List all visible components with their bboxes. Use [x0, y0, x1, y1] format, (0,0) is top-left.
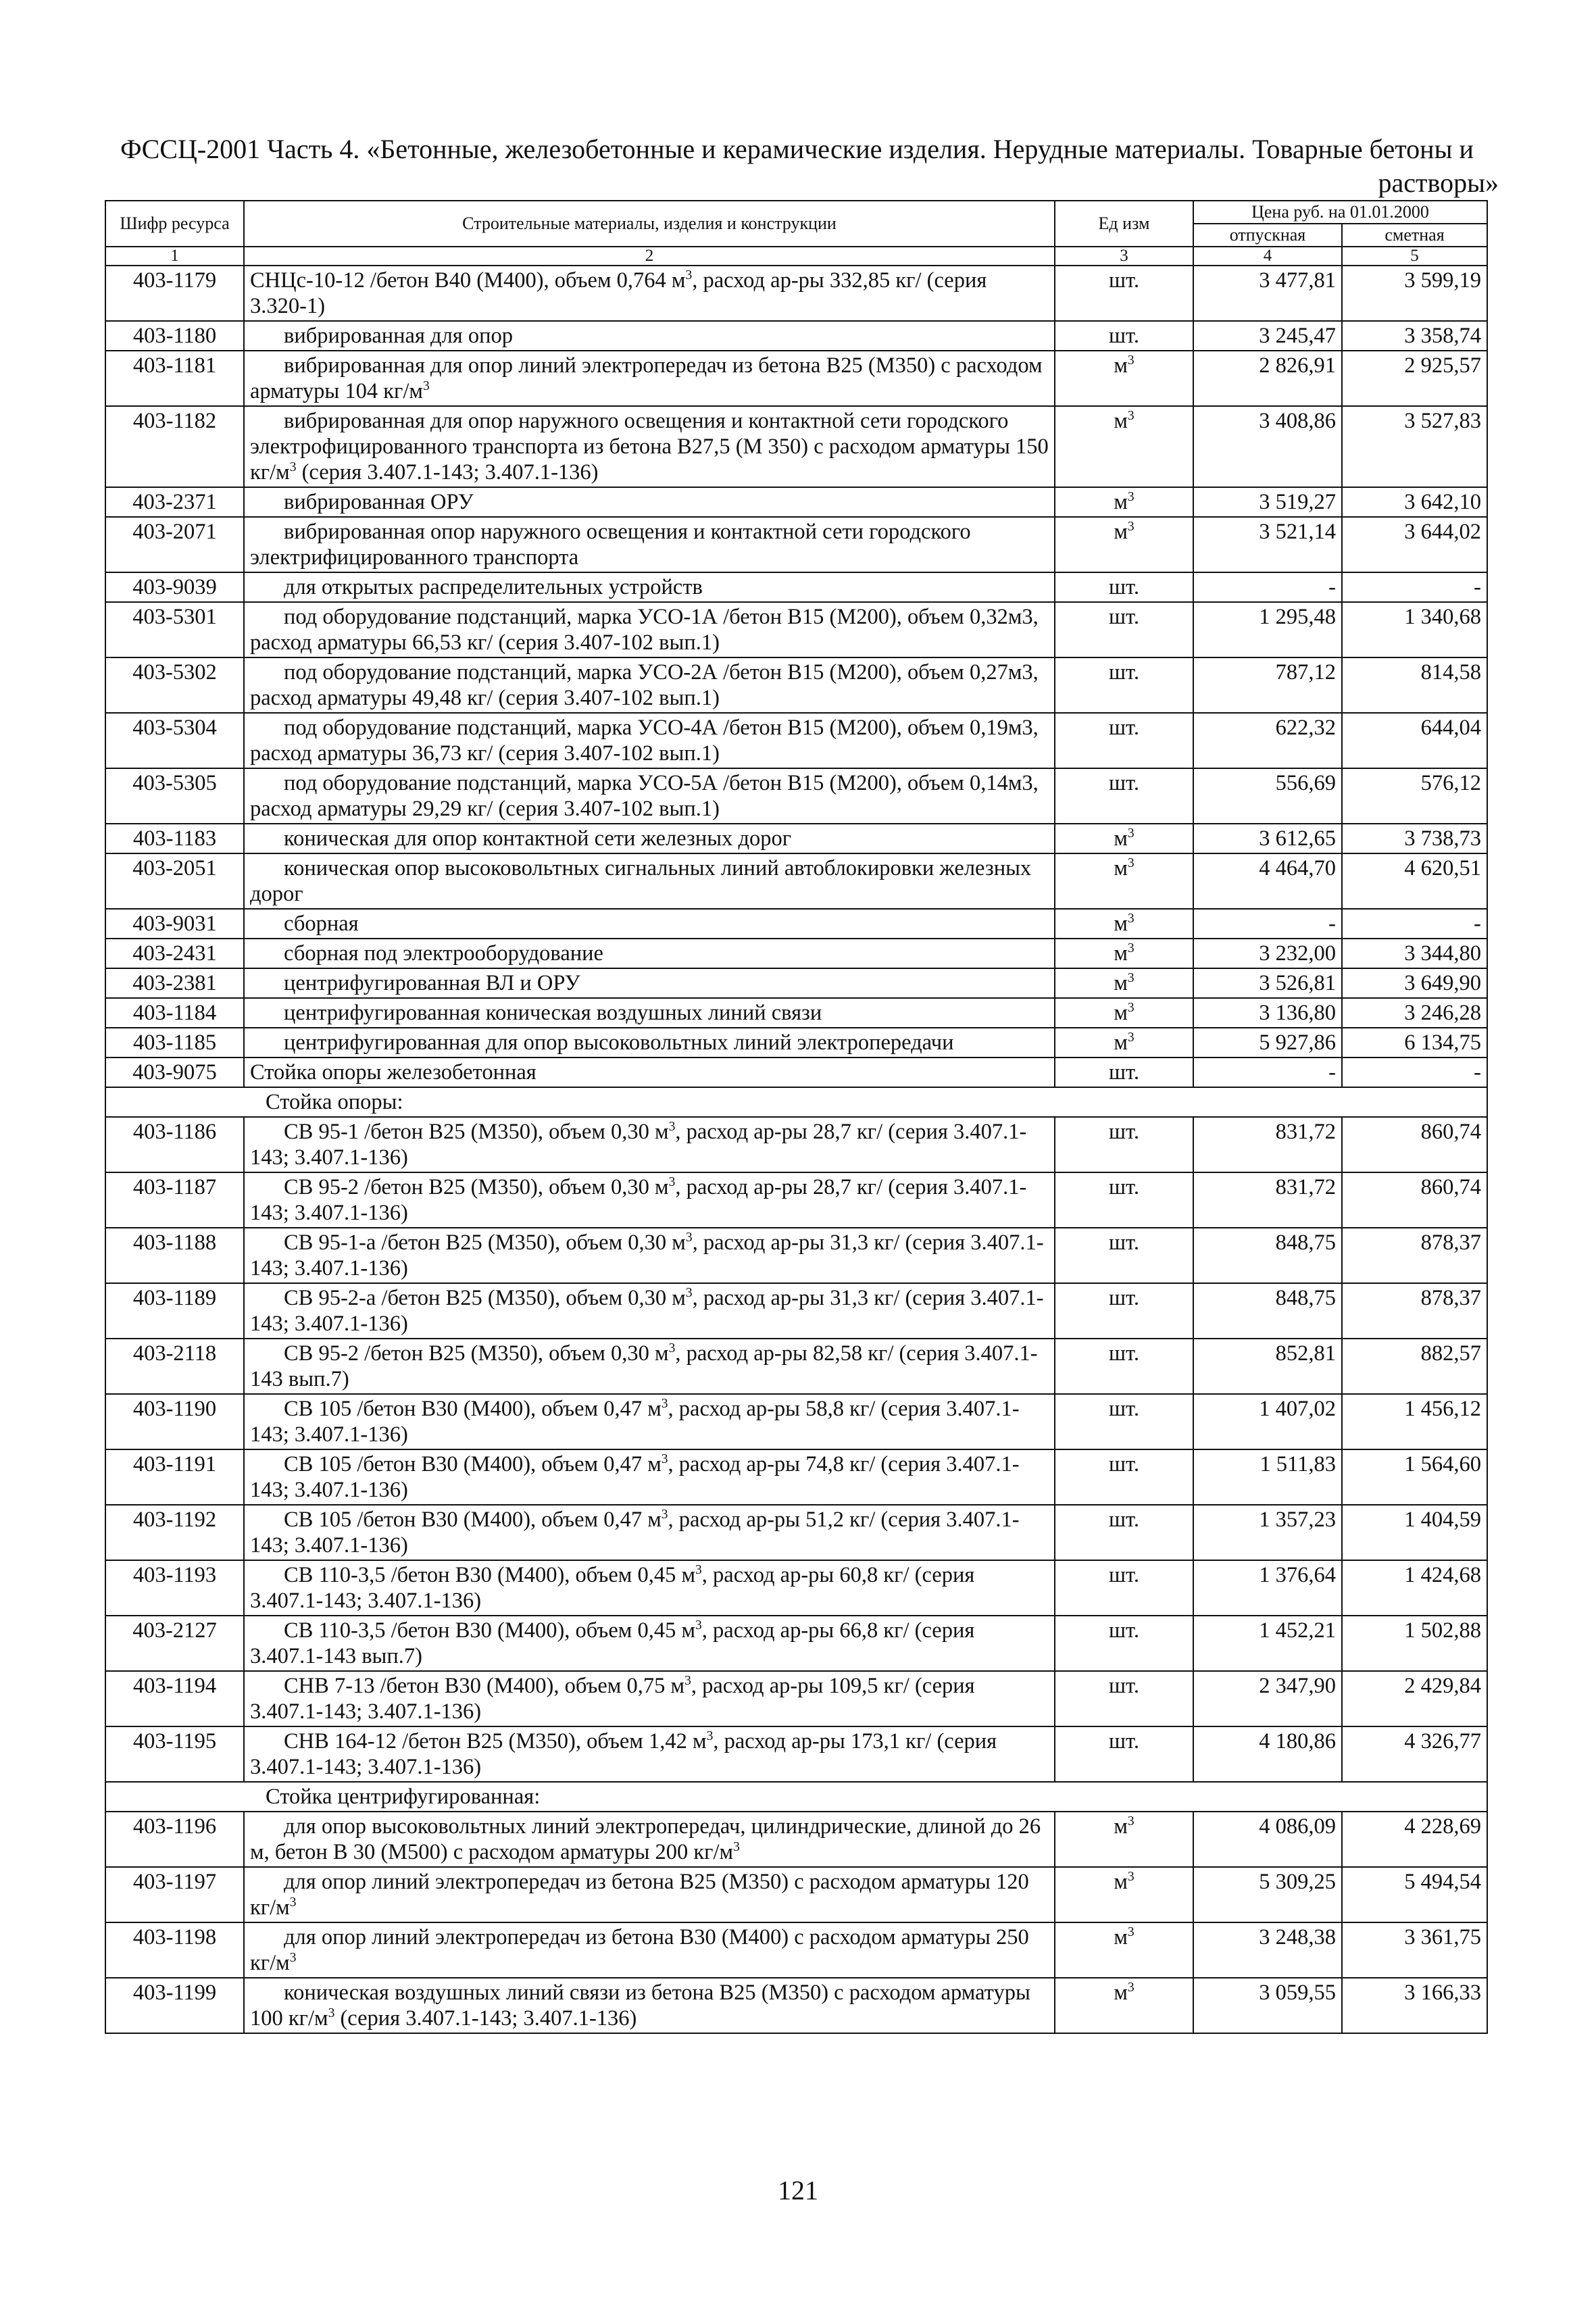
column-number: 4 — [1193, 247, 1342, 266]
material-name: вибрированная для опор линий электропередач из бетона В25 (М350) с расходом арматуры 104 $кг/м^3$ — [244, 351, 1055, 406]
table-row — [105, 1505, 1487, 1560]
release-price: 831,72 — [1193, 1117, 1342, 1172]
table-row — [105, 517, 1487, 572]
resource-code: 403-2371 — [105, 487, 244, 517]
release-price: 1 511,83 — [1193, 1449, 1342, 1505]
resource-code: 403-1199 — [105, 1978, 244, 2033]
unit-of-measure: $м^3$ — [1055, 351, 1193, 406]
release-price: 852,81 — [1193, 1339, 1342, 1394]
estimate-price: - — [1342, 1057, 1487, 1087]
release-price: 4 180,86 — [1193, 1726, 1342, 1782]
section-code-cell — [105, 1782, 244, 1812]
table-row — [105, 1812, 1487, 1867]
document-header — [120, 132, 1499, 200]
unit-of-measure: шт. — [1055, 1394, 1193, 1449]
unit-of-measure: шт. — [1055, 713, 1193, 768]
estimate-price: 3 527,83 — [1342, 406, 1487, 487]
estimate-price: 3 246,28 — [1342, 998, 1487, 1028]
table-row — [105, 1922, 1487, 1978]
release-price: 787,12 — [1193, 657, 1342, 713]
column-number: 5 — [1342, 247, 1487, 266]
release-price: 4 464,70 — [1193, 853, 1342, 909]
unit-of-measure: шт. — [1055, 602, 1193, 657]
unit-of-measure: шт. — [1055, 1228, 1193, 1283]
unit-of-measure: $м^3$ — [1055, 517, 1193, 572]
unit-of-measure: шт. — [1055, 266, 1193, 321]
material-name: вибрированная опор наружного освещения и контактной сети городского электрифицированного транспорта — [244, 517, 1055, 572]
unit-of-measure: шт. — [1055, 1283, 1193, 1339]
release-price: 622,32 — [1193, 713, 1342, 768]
material-name: вибрированная для опор наружного освещения и контактной сети городского электрофицированного транспорта из бетона В27,5 (М 350) с расходом арматуры 150 $кг/м^3$ (серия 3.407.1-143; 3.407.1-136) — [244, 406, 1055, 487]
resource-code: 403-1179 — [105, 266, 244, 321]
release-price: 4 086,09 — [1193, 1812, 1342, 1867]
unit-of-measure: $м^3$ — [1055, 406, 1193, 487]
resource-code: 403-2051 — [105, 853, 244, 909]
estimate-price: 2 429,84 — [1342, 1671, 1487, 1726]
estimate-price: 1 424,68 — [1342, 1560, 1487, 1616]
table-row — [105, 713, 1487, 768]
release-price: 556,69 — [1193, 768, 1342, 824]
material-name: СВ 105 /бетон В30 (М400), объем 0,47 $м^3$, расход ар-ры 58,8 кг/ (серия 3.407.1-143; 3.407.1-136) — [244, 1394, 1055, 1449]
table-row — [105, 1726, 1487, 1782]
material-name: под оборудование подстанций, марка УСО-2А /бетон В15 (М200), объем 0,27м3, расход арматуры 49,48 кг/ (серия 3.407-102 вып.1) — [244, 657, 1055, 713]
material-name: под оборудование подстанций, марка УСО-5А /бетон В15 (М200), объем 0,14м3, расход арматуры 29,29 кг/ (серия 3.407-102 вып.1) — [244, 768, 1055, 824]
resource-code: 403-1183 — [105, 824, 244, 853]
resource-code: 403-5302 — [105, 657, 244, 713]
material-name: коническая воздушных линий связи из бетона В25 (М350) с расходом арматуры 100 $кг/м^3$ (серия 3.407.1-143; 3.407.1-136) — [244, 1978, 1055, 2033]
unit-of-measure: шт. — [1055, 1117, 1193, 1172]
release-price: - — [1193, 1057, 1342, 1087]
release-price: 5 927,86 — [1193, 1028, 1342, 1057]
table-row — [105, 853, 1487, 909]
release-price: 831,72 — [1193, 1172, 1342, 1228]
resource-code: 403-1196 — [105, 1812, 244, 1867]
material-name: СНВ 164-12 /бетон В25 (М350), объем 1,42 $м^3$, расход ар-ры 173,1 кг/ (серия 3.407.1-143; 3.407.1-136) — [244, 1726, 1055, 1782]
material-name: под оборудование подстанций, марка УСО-1А /бетон В15 (М200), объем 0,32м3, расход арматуры 66,53 кг/ (серия 3.407-102 вып.1) — [244, 602, 1055, 657]
estimate-price: 3 344,80 — [1342, 939, 1487, 968]
section-code-cell — [105, 1087, 244, 1117]
column-header-name: Строительные материалы, изделия и конструкции — [244, 201, 1055, 247]
estimate-price: 878,37 — [1342, 1228, 1487, 1283]
estimate-price: 5 494,54 — [1342, 1867, 1487, 1922]
estimate-price: 3 649,90 — [1342, 968, 1487, 998]
release-price: 1 407,02 — [1193, 1394, 1342, 1449]
unit-of-measure: $м^3$ — [1055, 853, 1193, 909]
release-price: 1 357,23 — [1193, 1505, 1342, 1560]
material-name: СВ 95-2 /бетон В25 (М350), объем 0,30 $м^3$, расход ар-ры 28,7 кг/ (серия 3.407.1-143; 3.407.1-136) — [244, 1172, 1055, 1228]
table-row — [105, 1978, 1487, 2033]
material-name: СВ 105 /бетон В30 (М400), объем 0,47 $м^3$, расход ар-ры 51,2 кг/ (серия 3.407.1-143; 3.407.1-136) — [244, 1505, 1055, 1560]
unit-of-measure: $м^3$ — [1055, 998, 1193, 1028]
resource-code: 403-1194 — [105, 1671, 244, 1726]
table-row — [105, 1671, 1487, 1726]
material-name: центрифугированная коническая воздушных линий связи — [244, 998, 1055, 1028]
material-name: СВ 95-2 /бетон В25 (М350), объем 0,30 $м^3$, расход ар-ры 82,58 кг/ (серия 3.407.1-143 вып.7) — [244, 1339, 1055, 1394]
resource-code: 403-1189 — [105, 1283, 244, 1339]
unit-of-measure: $м^3$ — [1055, 1867, 1193, 1922]
column-number-row — [105, 247, 1487, 266]
unit-of-measure: $м^3$ — [1055, 909, 1193, 939]
estimate-price: - — [1342, 909, 1487, 939]
unit-of-measure: шт. — [1055, 768, 1193, 824]
table-row — [105, 909, 1487, 939]
resource-code: 403-1187 — [105, 1172, 244, 1228]
estimate-price: 576,12 — [1342, 768, 1487, 824]
resource-code: 403-2381 — [105, 968, 244, 998]
table-row — [105, 1228, 1487, 1283]
material-name: Стойка опоры железобетонная — [244, 1057, 1055, 1087]
table-row — [105, 968, 1487, 998]
material-name: вибрированная ОРУ — [244, 487, 1055, 517]
material-name: центрифугированная ВЛ и ОРУ — [244, 968, 1055, 998]
material-name: центрифугированная для опор высоковольтных линий электропередачи — [244, 1028, 1055, 1057]
unit-of-measure: шт. — [1055, 1726, 1193, 1782]
resource-code: 403-1180 — [105, 321, 244, 351]
header-title-line2: растворы» — [1378, 168, 1499, 198]
section-row — [105, 1087, 1487, 1117]
resource-code: 403-1186 — [105, 1117, 244, 1172]
table-row — [105, 1394, 1487, 1449]
release-price: 2 826,91 — [1193, 351, 1342, 406]
release-price: 2 347,90 — [1193, 1671, 1342, 1726]
release-price: 3 245,47 — [1193, 321, 1342, 351]
unit-of-measure: шт. — [1055, 1057, 1193, 1087]
release-price: 1 376,64 — [1193, 1560, 1342, 1616]
estimate-price: 1 456,12 — [1342, 1394, 1487, 1449]
table-row — [105, 1057, 1487, 1087]
release-price: 3 526,81 — [1193, 968, 1342, 998]
table-row — [105, 1616, 1487, 1671]
column-header-code: Шифр ресурса — [105, 201, 244, 247]
estimate-price: 3 361,75 — [1342, 1922, 1487, 1978]
material-name: СВ 110-3,5 /бетон В30 (М400), объем 0,45 $м^3$, расход ар-ры 66,8 кг/ (серия 3.407.1-143 вып.7) — [244, 1616, 1055, 1671]
unit-of-measure: $м^3$ — [1055, 968, 1193, 998]
release-price: 3 519,27 — [1193, 487, 1342, 517]
estimate-price: 860,74 — [1342, 1117, 1487, 1172]
column-number: 3 — [1055, 247, 1193, 266]
table-row — [105, 1117, 1487, 1172]
release-price: - — [1193, 572, 1342, 602]
resource-code: 403-1188 — [105, 1228, 244, 1283]
estimate-price: 1 564,60 — [1342, 1449, 1487, 1505]
unit-of-measure: $м^3$ — [1055, 1028, 1193, 1057]
section-row — [105, 1782, 1487, 1812]
unit-of-measure: шт. — [1055, 1671, 1193, 1726]
unit-of-measure: шт. — [1055, 1339, 1193, 1394]
table-row — [105, 824, 1487, 853]
unit-of-measure: $м^3$ — [1055, 939, 1193, 968]
table-row — [105, 768, 1487, 824]
material-name: сборная под электрооборудование — [244, 939, 1055, 968]
resource-code: 403-5305 — [105, 768, 244, 824]
unit-of-measure: шт. — [1055, 1560, 1193, 1616]
resource-code: 403-1184 — [105, 998, 244, 1028]
table-row — [105, 1339, 1487, 1394]
estimate-price: 644,04 — [1342, 713, 1487, 768]
estimate-price: 1 502,88 — [1342, 1616, 1487, 1671]
resource-code: 403-5301 — [105, 602, 244, 657]
release-price: 848,75 — [1193, 1283, 1342, 1339]
release-price: 3 136,80 — [1193, 998, 1342, 1028]
release-price: 848,75 — [1193, 1228, 1342, 1283]
estimate-price: 3 738,73 — [1342, 824, 1487, 853]
release-price: 3 232,00 — [1193, 939, 1342, 968]
table-row — [105, 1867, 1487, 1922]
unit-of-measure: шт. — [1055, 1616, 1193, 1671]
material-name: для опор линий электропередач из бетона В25 (М350) с расходом арматуры 120 $кг/м^3$ — [244, 1867, 1055, 1922]
estimate-price: - — [1342, 572, 1487, 602]
material-name: СВ 95-2-а /бетон В25 (М350), объем 0,30 $м^3$, расход ар-ры 31,3 кг/ (серия 3.407.1-143; 3.407.1-136) — [244, 1283, 1055, 1339]
estimate-price: 3 358,74 — [1342, 321, 1487, 351]
unit-of-measure: $м^3$ — [1055, 1922, 1193, 1978]
table-row — [105, 1028, 1487, 1057]
table-row — [105, 406, 1487, 487]
resource-code: 403-1197 — [105, 1867, 244, 1922]
column-header-price: Цена руб. на 01.01.2000 — [1193, 201, 1487, 224]
resource-code: 403-9031 — [105, 909, 244, 939]
resource-code: 403-2431 — [105, 939, 244, 968]
release-price: 3 408,86 — [1193, 406, 1342, 487]
unit-of-measure: шт. — [1055, 1505, 1193, 1560]
estimate-price: 4 228,69 — [1342, 1812, 1487, 1867]
material-name: для опор линий электропередач из бетона В30 (М400) с расходом арматуры 250 $кг/м^3$ — [244, 1922, 1055, 1978]
table-row — [105, 1560, 1487, 1616]
material-name: для опор высоковольтных линий электропередач, цилиндрические, длиной до 26 м, бетон В 30 (М500) с расходом арматуры 200 $кг/м^3$ — [244, 1812, 1055, 1867]
table-row — [105, 1283, 1487, 1339]
estimate-price: 1 404,59 — [1342, 1505, 1487, 1560]
unit-of-measure: $м^3$ — [1055, 824, 1193, 853]
unit-of-measure: $м^3$ — [1055, 1812, 1193, 1867]
estimate-price: 882,57 — [1342, 1339, 1487, 1394]
estimate-price: 4 326,77 — [1342, 1726, 1487, 1782]
resource-code: 403-1193 — [105, 1560, 244, 1616]
column-header-unit: Ед изм — [1055, 201, 1193, 247]
resource-code: 403-9039 — [105, 572, 244, 602]
estimate-price: 814,58 — [1342, 657, 1487, 713]
estimate-price: 3 166,33 — [1342, 1978, 1487, 2033]
resource-code: 403-2071 — [105, 517, 244, 572]
table-body — [105, 266, 1487, 2033]
estimate-price: 860,74 — [1342, 1172, 1487, 1228]
material-name: сборная — [244, 909, 1055, 939]
release-price: 5 309,25 — [1193, 1867, 1342, 1922]
table-row — [105, 1172, 1487, 1228]
resource-code: 403-1190 — [105, 1394, 244, 1449]
resource-code: 403-1192 — [105, 1505, 244, 1560]
price-table — [105, 200, 1488, 2034]
material-name: СВ 95-1-а /бетон В25 (М350), объем 0,30 $м^3$, расход ар-ры 31,3 кг/ (серия 3.407.1-143; 3.407.1-136) — [244, 1228, 1055, 1283]
table-row — [105, 939, 1487, 968]
release-price: 3 477,81 — [1193, 266, 1342, 321]
resource-code: 403-1181 — [105, 351, 244, 406]
release-price: 3 059,55 — [1193, 1978, 1342, 2033]
material-name: СВ 110-3,5 /бетон В30 (М400), объем 0,45 $м^3$, расход ар-ры 60,8 кг/ (серия 3.407.1-143; 3.407.1-136) — [244, 1560, 1055, 1616]
material-name: СВ 105 /бетон В30 (М400), объем 0,47 $м^3$, расход ар-ры 74,8 кг/ (серия 3.407.1-143; 3.407.1-136) — [244, 1449, 1055, 1505]
table-row — [105, 1449, 1487, 1505]
column-header-estimate: сметная — [1342, 224, 1487, 247]
estimate-price: 3 642,10 — [1342, 487, 1487, 517]
estimate-price: 4 620,51 — [1342, 853, 1487, 909]
table-row — [105, 487, 1487, 517]
material-name: вибрированная для опор — [244, 321, 1055, 351]
column-number: 1 — [105, 247, 244, 266]
estimate-price: 3 644,02 — [1342, 517, 1487, 572]
table-row — [105, 998, 1487, 1028]
table-row — [105, 572, 1487, 602]
material-name: СНЦс-10-12 /бетон В40 (М400), объем 0,764 $м^3$, расход ар-ры 332,85 кг/ (серия 3.320-1) — [244, 266, 1055, 321]
release-price: 3 248,38 — [1193, 1922, 1342, 1978]
table-row — [105, 602, 1487, 657]
release-price: 1 452,21 — [1193, 1616, 1342, 1671]
material-name: СВ 95-1 /бетон В25 (М350), объем 0,30 $м^3$, расход ар-ры 28,7 кг/ (серия 3.407.1-143; 3.407.1-136) — [244, 1117, 1055, 1172]
resource-code: 403-2118 — [105, 1339, 244, 1394]
unit-of-measure: шт. — [1055, 572, 1193, 602]
material-name: СНВ 7-13 /бетон В30 (М400), объем 0,75 $м^3$, расход ар-ры 109,5 кг/ (серия 3.407.1-143; 3.407.1-136) — [244, 1671, 1055, 1726]
table-header-row — [105, 201, 1487, 224]
resource-code: 403-1185 — [105, 1028, 244, 1057]
estimate-price: 878,37 — [1342, 1283, 1487, 1339]
resource-code: 403-1195 — [105, 1726, 244, 1782]
section-title: Стойка центрифугированная: — [244, 1782, 1487, 1812]
table-row — [105, 266, 1487, 321]
unit-of-measure: шт. — [1055, 657, 1193, 713]
estimate-price: 6 134,75 — [1342, 1028, 1487, 1057]
page-number: 121 — [778, 2175, 818, 2206]
unit-of-measure: шт. — [1055, 1449, 1193, 1505]
estimate-price: 1 340,68 — [1342, 602, 1487, 657]
release-price: 3 612,65 — [1193, 824, 1342, 853]
estimate-price: 2 925,57 — [1342, 351, 1487, 406]
material-name: коническая опор высоковольтных сигнальных линий автоблокировки железных дорог — [244, 853, 1055, 909]
resource-code: 403-1198 — [105, 1922, 244, 1978]
unit-of-measure: шт. — [1055, 321, 1193, 351]
table-row — [105, 657, 1487, 713]
table-row — [105, 321, 1487, 351]
material-name: под оборудование подстанций, марка УСО-4А /бетон В15 (М200), объем 0,19м3, расход арматуры 36,73 кг/ (серия 3.407-102 вып.1) — [244, 713, 1055, 768]
unit-of-measure: шт. — [1055, 1172, 1193, 1228]
header-title-line1: ФССЦ-2001 Часть 4. «Бетонные, железобетонные и керамические изделия. Нерудные материалы. Товарные бетоны и — [120, 134, 1474, 164]
table-row — [105, 351, 1487, 406]
resource-code: 403-1191 — [105, 1449, 244, 1505]
material-name: для открытых распределительных устройств — [244, 572, 1055, 602]
resource-code: 403-2127 — [105, 1616, 244, 1671]
unit-of-measure: $м^3$ — [1055, 1978, 1193, 2033]
release-price: 1 295,48 — [1193, 602, 1342, 657]
unit-of-measure: $м^3$ — [1055, 487, 1193, 517]
release-price: 3 521,14 — [1193, 517, 1342, 572]
section-title: Стойка опоры: — [244, 1087, 1487, 1117]
release-price: - — [1193, 909, 1342, 939]
resource-code: 403-9075 — [105, 1057, 244, 1087]
material-name: коническая для опор контактной сети железных дорог — [244, 824, 1055, 853]
column-number: 2 — [244, 247, 1055, 266]
resource-code: 403-1182 — [105, 406, 244, 487]
resource-code: 403-5304 — [105, 713, 244, 768]
estimate-price: 3 599,19 — [1342, 266, 1487, 321]
column-header-release: отпускная — [1193, 224, 1342, 247]
